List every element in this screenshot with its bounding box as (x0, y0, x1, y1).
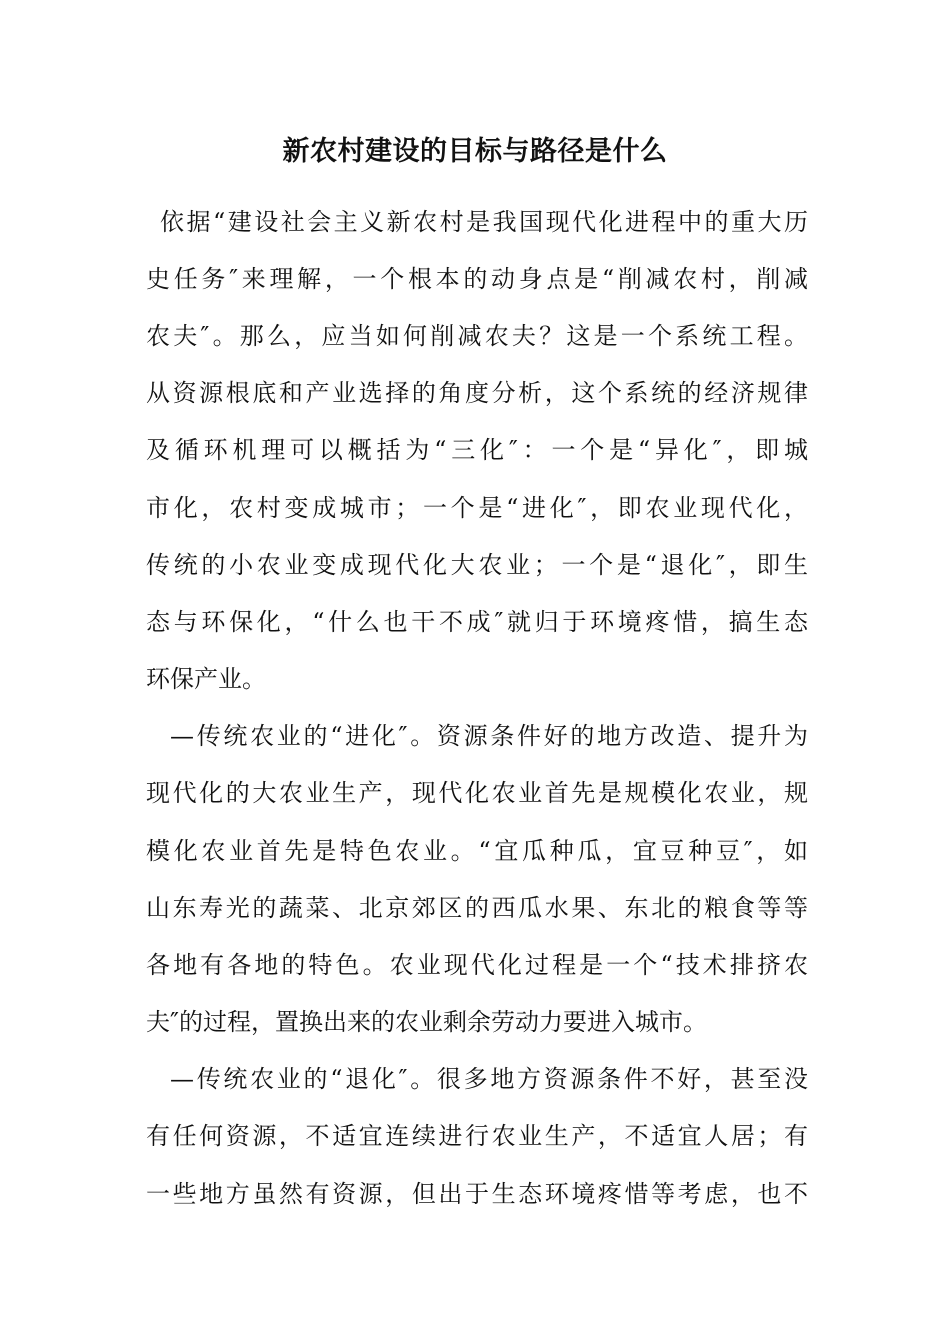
paragraph-line: 现代化的大农业生产，现代化农业首先是规模化农业，规 (146, 779, 808, 807)
paragraph-line: 有任何资源，不适宜连续进行农业生产，不适宜人居；有 (146, 1122, 808, 1150)
paragraph-line: 从资源根底和产业选择的角度分析，这个系统的经济规律 (146, 379, 808, 407)
paragraph-line: —传统农业的“进化″。资源条件好的地方改造、提升为 (170, 722, 808, 750)
paragraph-line: 依据“建设社会主义新农村是我国现代化进程中的重大历 (160, 208, 808, 236)
paragraph-line: 传统的小农业变成现代化大农业；一个是“退化″，即生 (146, 551, 808, 579)
paragraph-line: 环保产业。 (146, 665, 266, 693)
paragraph-line: 各地有各地的特色。农业现代化过程是一个“技术排挤农 (146, 951, 808, 979)
paragraph-line: 一些地方虽然有资源，但出于生态环境疼惜等考虑，也不 (146, 1180, 808, 1208)
paragraph-line: 山东寿光的蔬菜、北京郊区的西瓜水果、东北的粮食等等 (146, 894, 808, 922)
paragraph-line: 夫″的过程，置换出来的农业剩余劳动力要进入城市。 (146, 1008, 707, 1036)
paragraph-line: —传统农业的“退化″。很多地方资源条件不好，甚至没 (170, 1065, 808, 1093)
paragraph-line: 市化，农村变成城市；一个是“进化″，即农业现代化， (146, 494, 808, 522)
paragraph-line: 史任务″来理解，一个根本的动身点是“削减农村，削减 (146, 265, 808, 293)
paragraph-line: 及循环机理可以概括为“三化″：一个是“异化″，即城 (146, 436, 808, 464)
paragraph-line: 模化农业首先是特色农业。“宜瓜种瓜，宜豆种豆″，如 (146, 837, 808, 865)
document-title: 新农村建设的目标与路径是什么 (282, 136, 668, 167)
paragraph-line: 态与环保化，“什么也干不成″就归于环境疼惜，搞生态 (146, 608, 808, 636)
paragraph-line: 农夫″。那么，应当如何削减农夫？这是一个系统工程。 (146, 322, 808, 350)
